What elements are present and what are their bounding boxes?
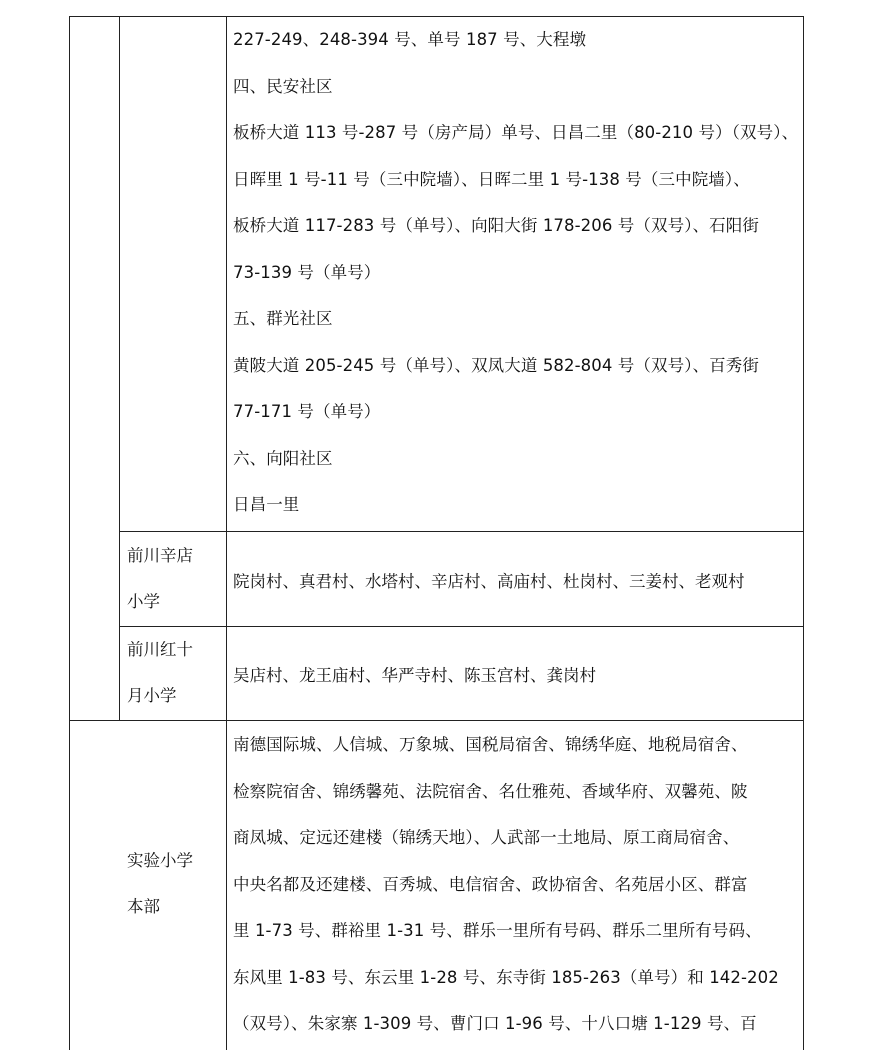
row1-line-4: 日晖里 1 号-11 号（三中院墙）、日晖二里 1 号-138 号（三中院墙）、 xyxy=(233,169,750,189)
row2-school-line-2: 小学 xyxy=(127,592,160,611)
row1-line-7: 五、群光社区 xyxy=(233,309,333,328)
row3-school-cell xyxy=(127,627,193,719)
row1-line-1: 227-249、248-394 号、单号 187 号、大程墩 xyxy=(233,30,587,49)
row4-school-cell xyxy=(127,838,193,930)
row4-school-line-2: 本部 xyxy=(127,897,160,916)
row1-line-3: 板桥大道 113 号-287 号（房产局）单号、日昌二里（80-210 号）（双号）、 xyxy=(233,123,799,142)
row4-line-2: 检察院宿舍、锦绣馨苑、法院宿舍、名仕雅苑、香域华府、双馨苑、陂 xyxy=(233,781,748,801)
table-divider-col2 xyxy=(226,16,227,1050)
table-border-left xyxy=(69,16,70,1050)
row2-area-cell: 院岗村、真君村、水塔村、辛店村、高庙村、杜岗村、三姜村、老观村 xyxy=(233,572,745,591)
row4-line-1: 南德国际城、人信城、万象城、国税局宿舍、锦绣华庭、地税局宿舍、 xyxy=(233,735,748,754)
row1-area-cell xyxy=(233,17,798,529)
row2-school-cell xyxy=(127,533,193,625)
row4-area-cell xyxy=(233,722,779,1048)
row4-line-6: 东风里 1-83 号、东云里 1-28 号、东寺街 185-263（单号）和 142-202 xyxy=(233,967,779,987)
table-divider-col1 xyxy=(119,16,120,720)
row4-line-4: 中央名都及还建楼、百秀城、电信宿舍、政协宿舍、名苑居小区、群富 xyxy=(233,874,748,894)
row1-line-5: 板桥大道 117-283 号（单号）、向阳大街 178-206 号（双号）、石阳街 xyxy=(233,216,759,235)
table-border-right xyxy=(803,16,804,1050)
row1-line-11: 日昌一里 xyxy=(233,495,300,514)
row3-school-line-2: 月小学 xyxy=(127,686,177,705)
row4-line-3: 商凤城、定远还建楼（锦绣天地）、人武部一土地局、原工商局宿舍、 xyxy=(233,828,740,847)
row1-line-8: 黄陂大道 205-245 号（单号）、双凤大道 582-804 号（双号）、百秀街 xyxy=(233,355,759,375)
row1-line-6: 73-139 号（单号） xyxy=(233,262,381,282)
row1-line-2: 四、民安社区 xyxy=(233,76,333,96)
row4-line-5: 里 1-73 号、群裕里 1-31 号、群乐一里所有号码、群乐二里所有号码、 xyxy=(233,921,762,940)
row4-school-line-1: 实验小学 xyxy=(127,851,193,870)
row3-area-cell: 吴店村、龙王庙村、华严寺村、陈玉宫村、龚岗村 xyxy=(233,666,596,685)
row-divider-3 xyxy=(69,720,804,721)
row-divider-2 xyxy=(119,626,804,627)
row4-line-7: （双号）、朱家寨 1-309 号、曹门口 1-96 号、十八口塘 1-129 号、百 xyxy=(233,1014,757,1033)
row2-school-line-1: 前川辛店 xyxy=(127,546,193,565)
row1-line-10: 六、向阳社区 xyxy=(233,448,333,468)
row-divider-1 xyxy=(119,531,804,532)
row1-line-9: 77-171 号（单号） xyxy=(233,402,381,421)
row3-school-line-1: 前川红十 xyxy=(127,640,193,659)
